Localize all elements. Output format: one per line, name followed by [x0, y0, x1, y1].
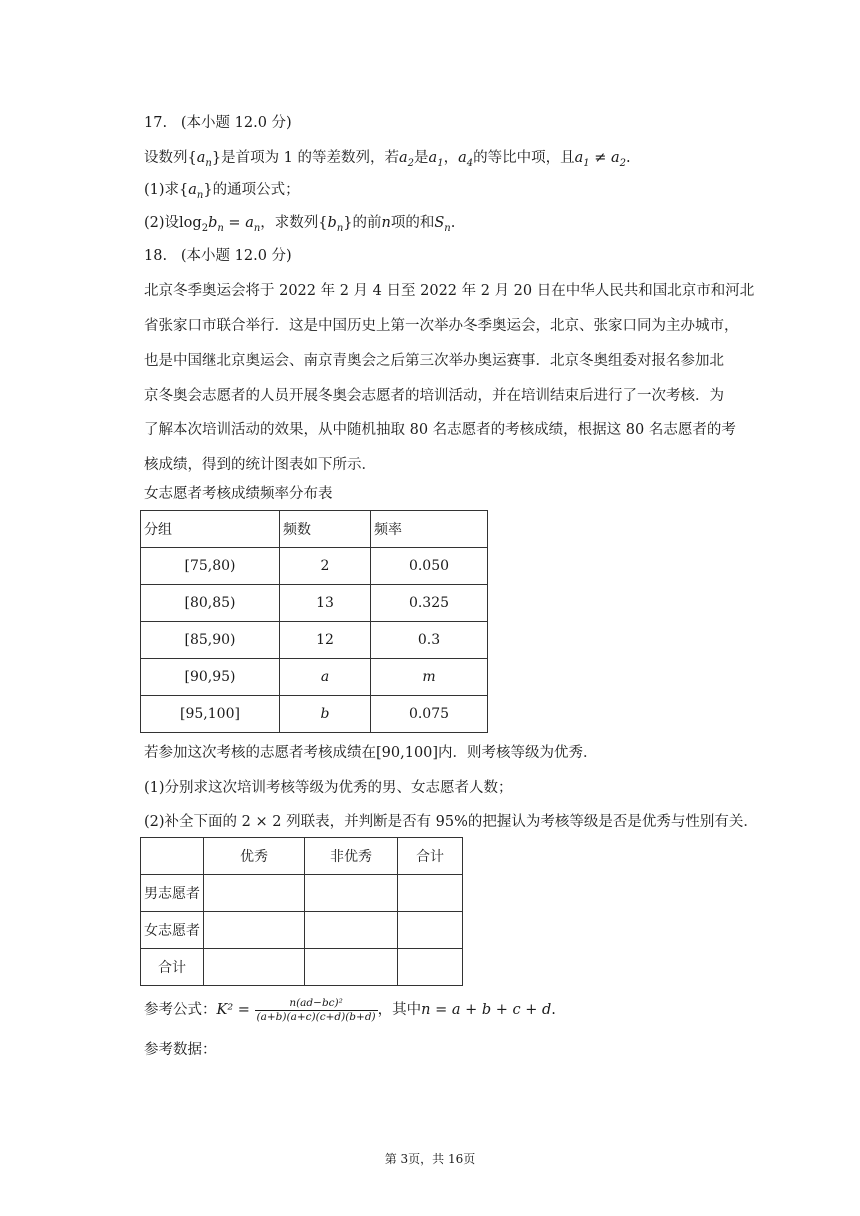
contingency-table [140, 837, 463, 986]
reference-formula: 参考公式：K² = $\frac{\text{n(ad−bc)²}}{(a+b)(a+c)(c+d)(b+d)}$ ，其中n = a + b + c + d. [144, 996, 556, 1023]
empty-cell [204, 912, 305, 949]
table-cell: 2 [280, 548, 371, 585]
q18-para-line: 北京冬季奥运会将于 2022 年 2 月 4 日至 2022 年 2 月 20 日在中华人民共和国北京市和河北 [144, 283, 755, 299]
q18-para-line: 京冬奥会志愿者的人员开展冬奥会志愿者的培训活动，并在培训结束后进行了一次考核．为 [144, 388, 724, 404]
table-cell: m [371, 659, 488, 696]
table-row [141, 875, 463, 912]
empty-cell [305, 912, 398, 949]
header-cell: 频率 [371, 511, 488, 548]
empty-cell [398, 949, 463, 986]
reference-data-label: 参考数据： [144, 1042, 217, 1058]
frequency-table [140, 510, 488, 733]
table-cell: b [280, 696, 371, 733]
table-cell: [80,85) [141, 585, 280, 622]
header-cell: 频数 [280, 511, 371, 548]
q18-header: 18. (本小题 12.0 分) [144, 248, 292, 264]
empty-cell [305, 875, 398, 912]
q18-part1: (1)分别求这次培训考核等级为优秀的男、女志愿者人数； [144, 780, 513, 796]
formula-fraction: $\frac{\text{n(ad−bc)²}}{(a+b)(a+c)(c+d)(b+d)}$ [256, 996, 376, 1023]
header-cell: 合计 [398, 838, 463, 875]
q17-header: 17. (本小题 12.0 分) [144, 115, 292, 131]
table-cell: 0.325 [371, 585, 488, 622]
table-row [141, 696, 488, 733]
table-cell: [75,80) [141, 548, 280, 585]
table-cell: [90,95) [141, 659, 280, 696]
excellent-criterion: 若参加这次考核的志愿者考核成绩在[90,100]内．则考核等级为优秀． [144, 745, 598, 761]
empty-cell [305, 949, 398, 986]
table-row [141, 622, 488, 659]
table-cell: 13 [280, 585, 371, 622]
q17-statement: 设数列$\{a_n\}$是首项为 1 的等差数列，若$a_2$是$a_1$，$a_4$的等比中项，且$a_1 \ne a_2$. [144, 150, 631, 169]
header-cell: 非优秀 [305, 838, 398, 875]
q17-part2: (2)设$\log_2b_n = a_n$，求数列$\{b_n\}$的前n项的和$S_n$. [144, 215, 456, 234]
q18-para-line: 省张家口市联合举行．这是中国历史上第一次举办冬季奥运会，北京、张家口同为主办城市， [144, 318, 739, 334]
q18-para-line: 核成绩，得到的统计图表如下所示． [144, 457, 376, 473]
table-cell: [85,90) [141, 622, 280, 659]
table-cell: 0.3 [371, 622, 488, 659]
table-cell: a [280, 659, 371, 696]
row-label: 男志愿者 [141, 875, 204, 912]
q18-para-line: 了解本次培训活动的效果，从中随机抽取 80 名志愿者的考核成绩，根据这 80 名志愿者的考 [144, 422, 736, 438]
table-header-row [141, 838, 463, 875]
table-cell: 0.075 [371, 696, 488, 733]
table-cell: 0.050 [371, 548, 488, 585]
table-row [141, 659, 488, 696]
header-cell: 优秀 [204, 838, 305, 875]
q17-part1: (1)求$\{a_n\}$的通项公式； [144, 182, 300, 201]
table-row [141, 912, 463, 949]
header-cell [141, 838, 204, 875]
table-header-row [141, 511, 488, 548]
table-title: 女志愿者考核成绩频率分布表 [144, 486, 333, 502]
table-cell: 12 [280, 622, 371, 659]
page-footer: 第 3页，共 16页 [384, 1152, 476, 1166]
row-label: 女志愿者 [141, 912, 204, 949]
q18-para-line: 也是中国继北京奥运会、南京青奥会之后第三次举办奥运赛事．北京冬奥组委对报名参加北 [144, 353, 724, 369]
table-cell: [95,100] [141, 696, 280, 733]
table-row [141, 548, 488, 585]
empty-cell [398, 912, 463, 949]
empty-cell [398, 875, 463, 912]
empty-cell [204, 949, 305, 986]
empty-cell [204, 875, 305, 912]
table-row [141, 585, 488, 622]
q18-part2: (2)补全下面的 2 × 2 列联表，并判断是否有 95%的把握认为考核等级是否是优秀与性别有关． [144, 814, 758, 830]
row-label: 合计 [141, 949, 204, 986]
header-cell: 分组 [141, 511, 280, 548]
table-row [141, 949, 463, 986]
